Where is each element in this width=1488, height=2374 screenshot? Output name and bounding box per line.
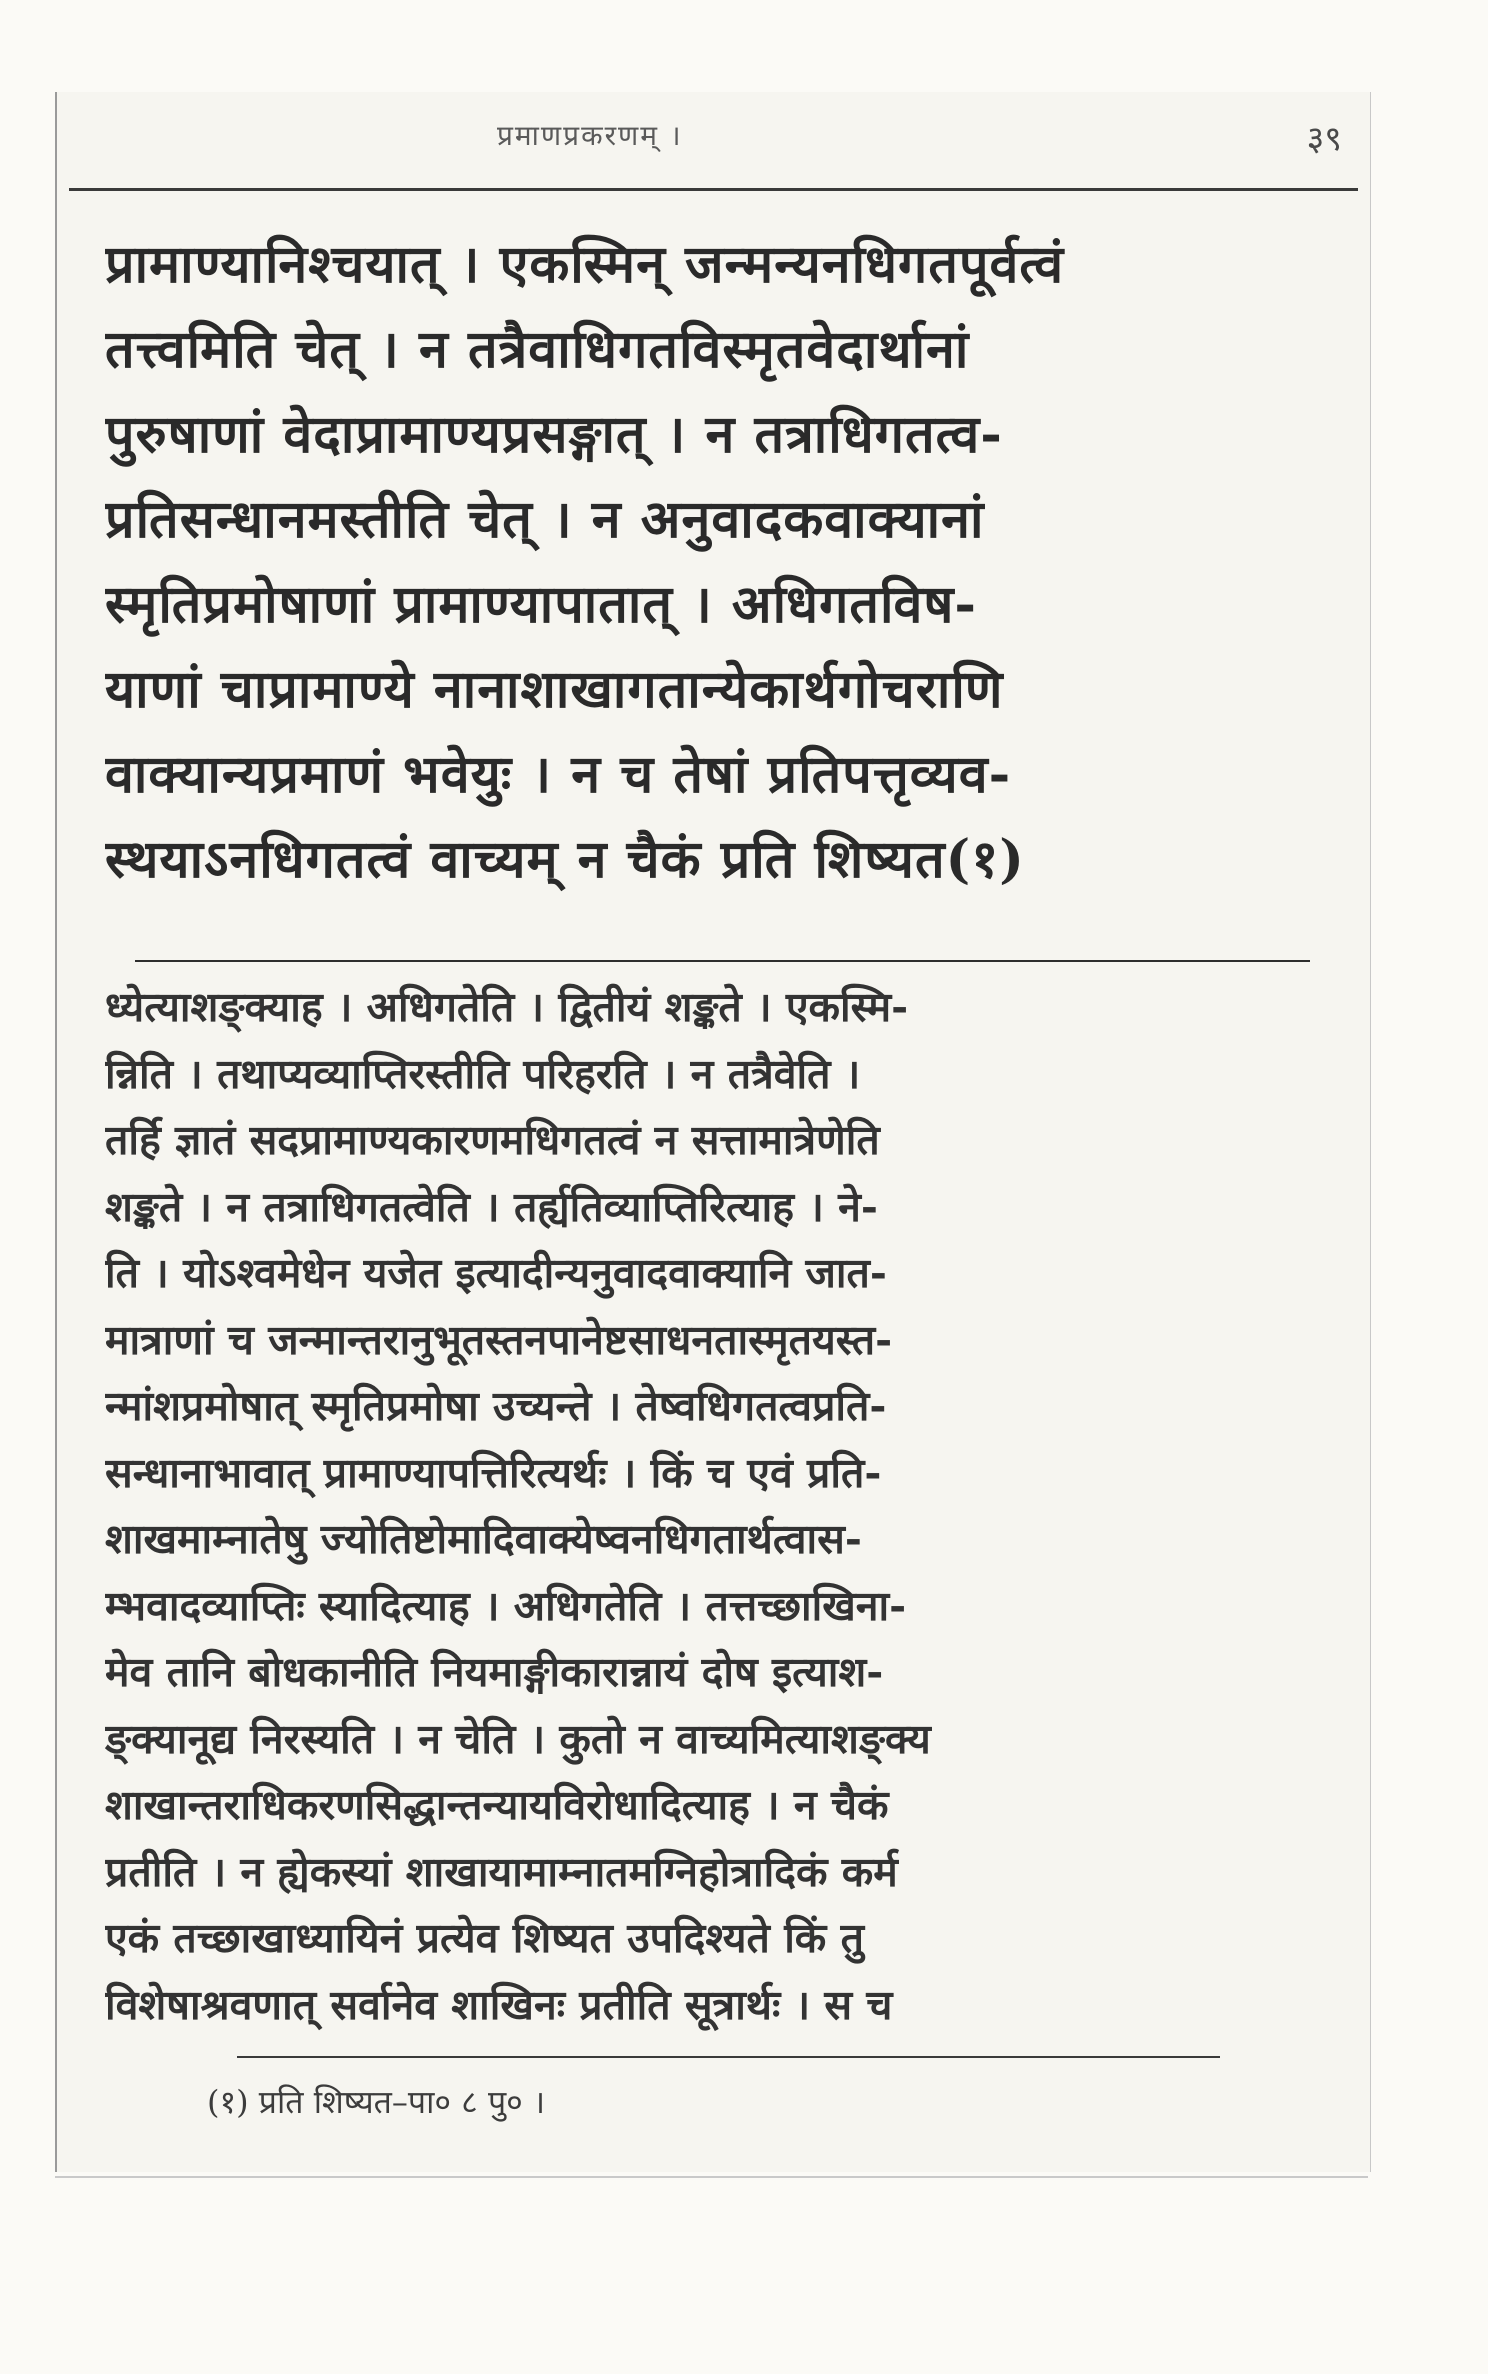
commentary-line: शाखान्तराधिकरणसिद्धान्तन्यायविरोधादित्याह । न चैकं	[105, 1781, 889, 1829]
commentary-line: ति । योऽश्वमेधेन यजेत इत्यादीन्यनुवादवाक्यानि जात-	[105, 1249, 887, 1297]
main-text-line: तत्त्वमिति चेत् । न तत्रैवाधिगतविस्मृतवेदार्थानां	[105, 319, 970, 380]
commentary-line: शाखमाम्नातेषु ज्योतिष्टोमादिवाक्येष्वनधिगतार्थत्वास-	[105, 1515, 862, 1563]
commentary-line: न्मांशप्रमोषात् स्मृतिप्रमोषा उच्यन्ते । तेष्वधिगतत्वप्रति-	[105, 1382, 887, 1430]
page-bottom-edge	[55, 2176, 1368, 2178]
main-text-line: वाक्यान्यप्रमाणं भवेयुः । न च तेषां प्रतिपत्तृव्यव-	[105, 744, 1012, 805]
book-page	[55, 92, 1371, 2172]
commentary-line: शङ्कते । न तत्राधिगतत्वेति । तर्ह्यतिव्याप्तिरित्याह । ने-	[105, 1182, 878, 1231]
header-rule	[69, 188, 1358, 191]
main-text-line: पुरुषाणां वेदाप्रामाण्यप्रसङ्गात् । न तत्राधिगतत्व-	[105, 404, 1003, 465]
main-text-line: स्मृतिप्रमोषाणां प्रामाण्यापातात् । अधिगतविष-	[105, 574, 978, 635]
main-text-line: याणां चाप्रामाण्ये नानाशाखागतान्येकार्थगोचराणि	[105, 659, 1004, 720]
commentary-line: तर्हि ज्ञातं सदप्रामाण्यकारणमधिगतत्वं न सत्तामात्रेणेति	[105, 1116, 880, 1164]
main-text-line: प्रतिसन्धानमस्तीति चेत् । न अनुवादकवाक्यानां	[105, 489, 985, 550]
commentary-line: म्भवादव्याप्तिः स्यादित्याह । अधिगतेति । तत्तच्छाखिना-	[105, 1581, 907, 1630]
commentary-line: न्निति । तथाप्यव्याप्तिरस्तीति परिहरति । न तत्रैवेति ।	[105, 1049, 861, 1098]
commentary-line: ङ्क्यानूद्य निरस्यति । न चेति । कुतो न वाच्यमित्याशङ्क्य	[105, 1714, 931, 1763]
footnote-rule	[237, 2056, 1220, 2058]
commentary-line: मात्राणां च जन्मान्तरानुभूतस्तनपानेष्टसाधनतास्मृतयस्त-	[105, 1315, 893, 1364]
page-number: ३९	[1306, 119, 1342, 159]
commentary-line: प्रतीति । न ह्येकस्यां शाखायामाम्नातमग्निहोत्रादिकं कर्म	[105, 1847, 898, 1896]
commentary-line: विशेषाश्रवणात् सर्वानेव शाखिनः प्रतीति सूत्रार्थः । स च	[105, 1980, 893, 2029]
running-title: प्रमाणप्रकरणम् ।	[497, 119, 683, 152]
section-divider	[135, 960, 1310, 962]
page-header	[57, 92, 1370, 176]
main-text-block	[105, 222, 1328, 902]
main-text-line: स्थयाऽनधिगतत्वं वाच्यम् न चैकं प्रति शिष्यत(१)	[105, 829, 1025, 890]
commentary-block	[105, 974, 1328, 2038]
footnote: (१) प्रति शिष्यत–पा० ८ पु० ।	[207, 2083, 546, 2121]
commentary-line: ध्येत्याशङ्क्याह । अधिगतेति । द्वितीयं शङ्कते । एकस्मि-	[105, 983, 909, 1031]
commentary-line: मेव तानि बोधकानीति नियमाङ्गीकारान्नायं दोष इत्याश-	[105, 1648, 884, 1696]
main-text-line: प्रामाण्यानिश्चयात् । एकस्मिन् जन्मन्यनधिगतपूर्वत्वं	[105, 234, 1065, 295]
commentary-line: सन्धानाभावात् प्रामाण्यापत्तिरित्यर्थः । किं च एवं प्रति-	[105, 1448, 882, 1497]
commentary-line: एकं तच्छाखाध्यायिनं प्रत्येव शिष्यत उपदिश्यते किं तु	[105, 1914, 864, 1962]
